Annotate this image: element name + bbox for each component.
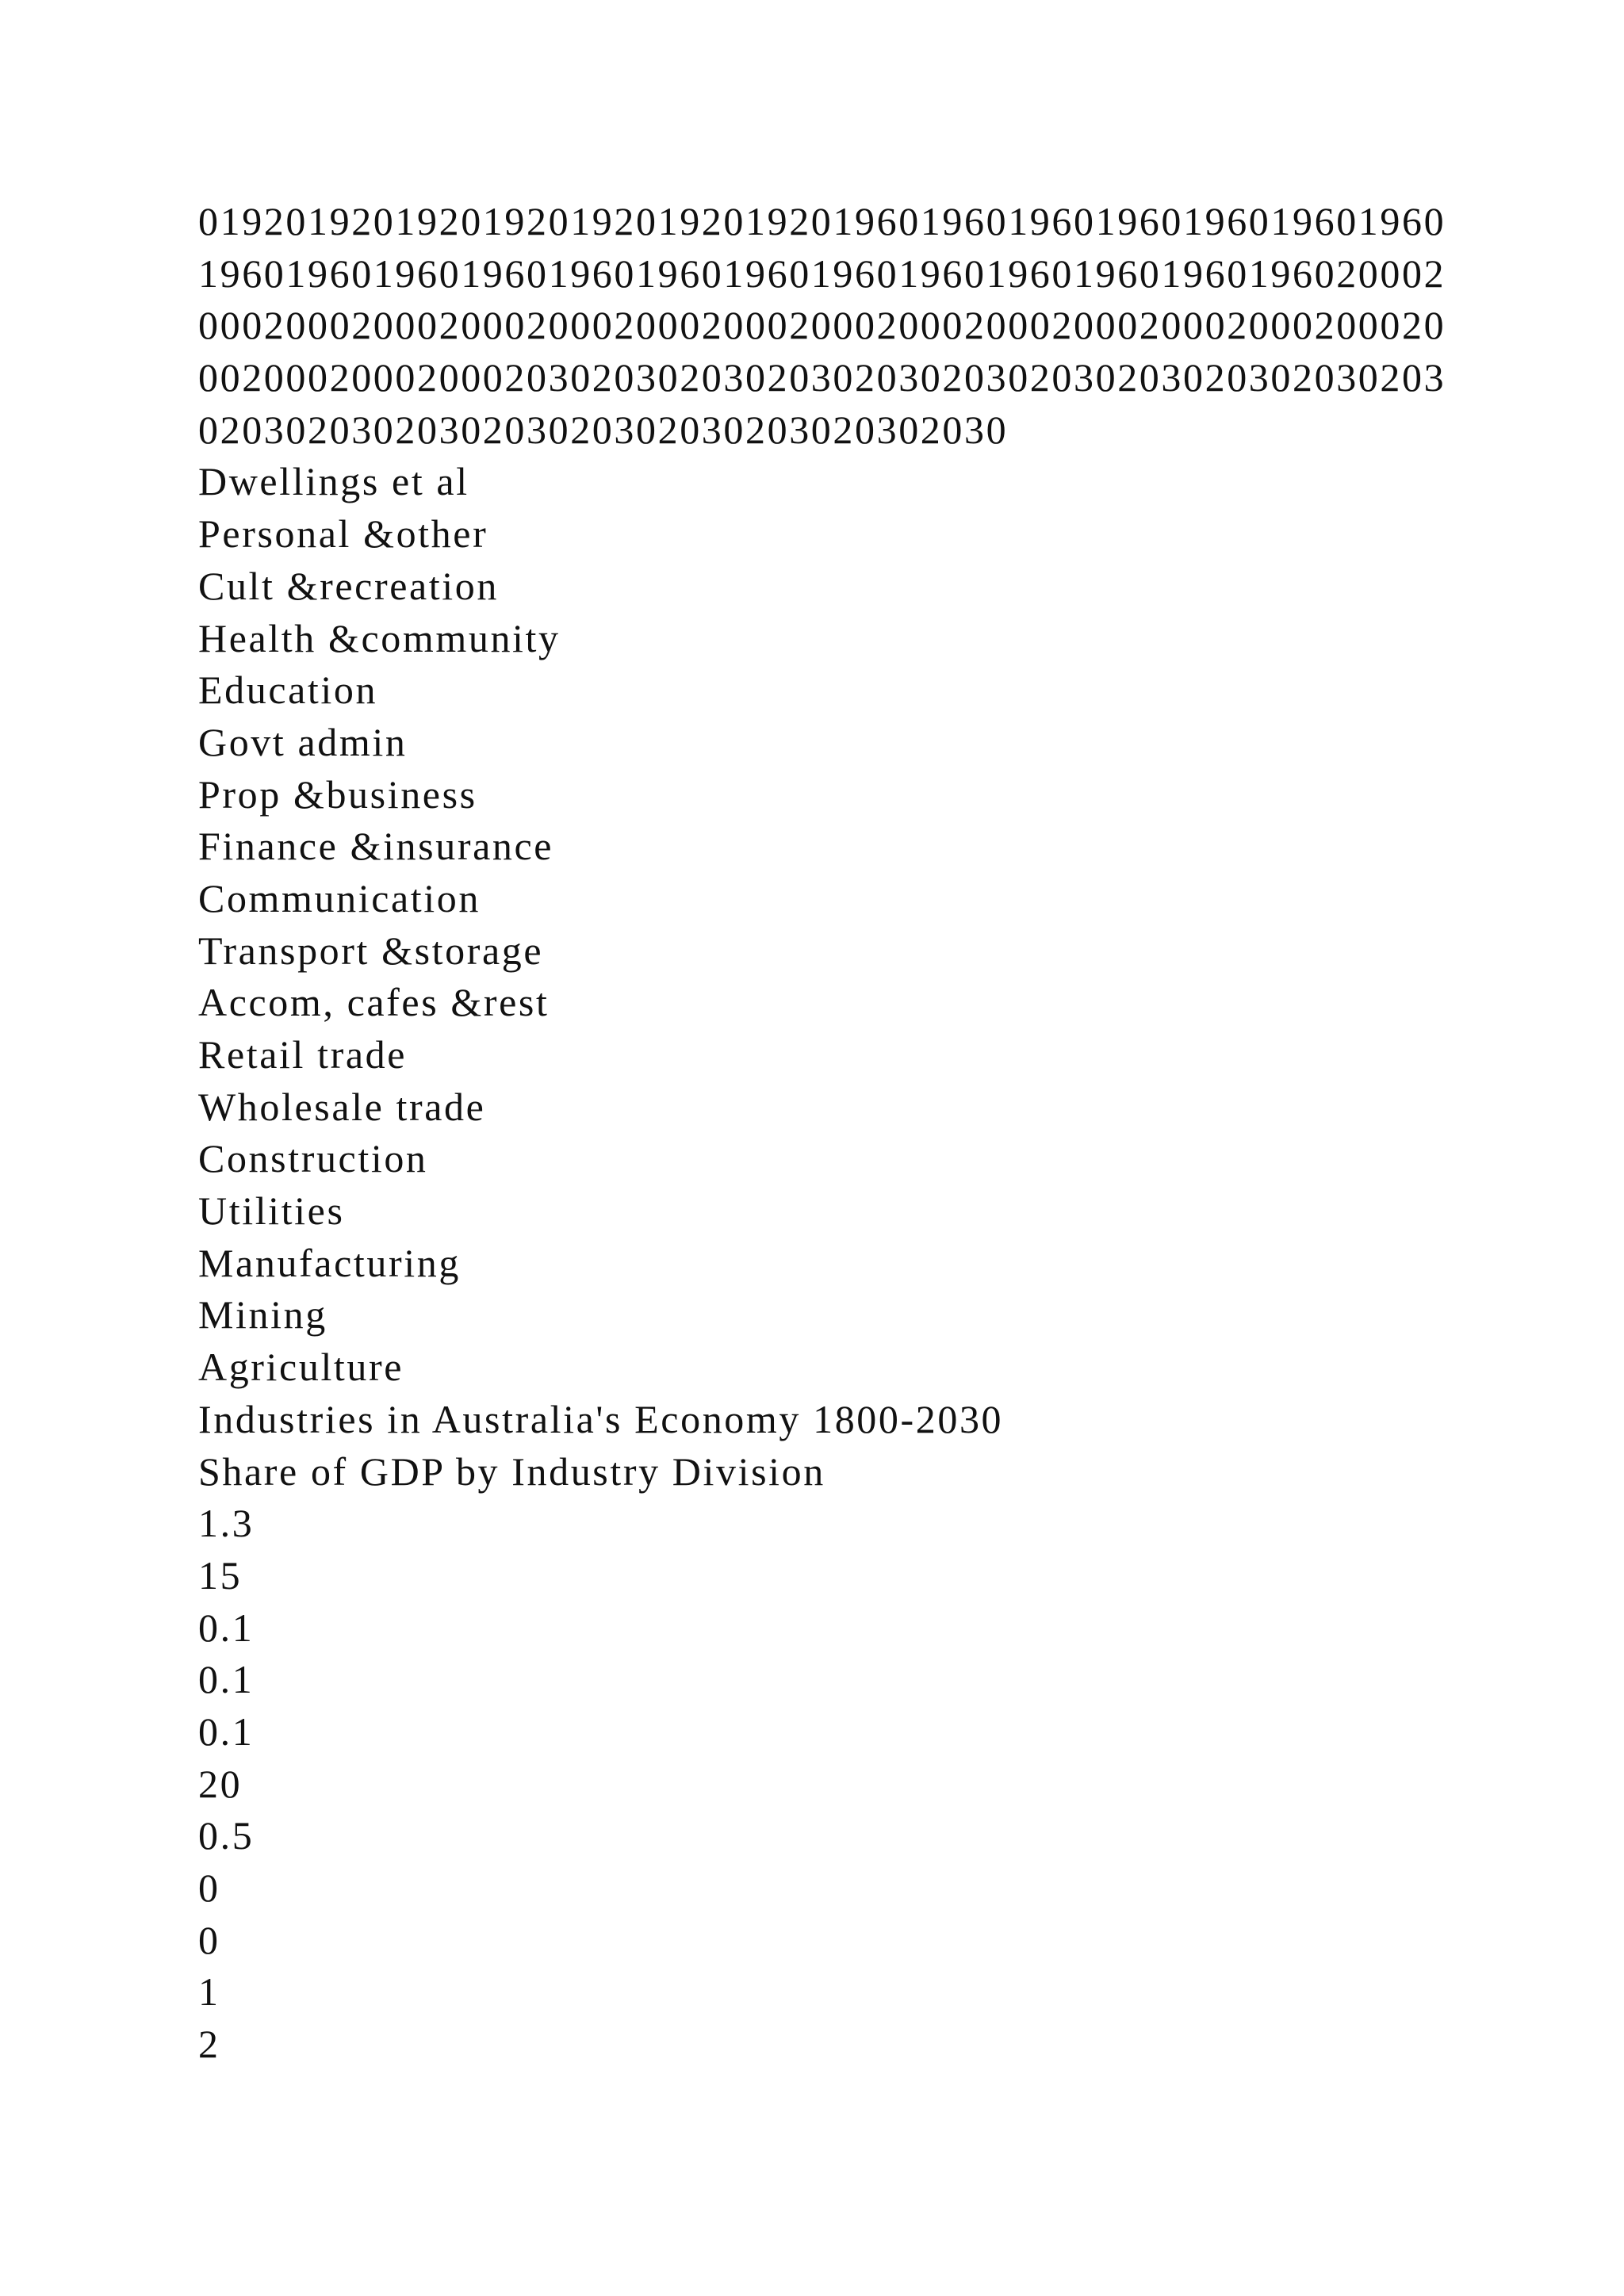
industry-label: Manufacturing: [198, 1240, 461, 1285]
value-line: 0: [198, 1866, 220, 1910]
year-sequence-line: 019201920192019201920192019201960196019601960196019601960: [198, 199, 1446, 243]
industry-label: Prop &business: [198, 771, 477, 817]
value-line: 0.1: [198, 1657, 255, 1702]
industry-label: Finance &insurance: [198, 824, 554, 869]
industry-label: Dwellings et al: [198, 459, 469, 504]
value-line: 0.1: [198, 1709, 255, 1754]
document-text: [198, 196, 1446, 2071]
industry-label: Wholesale trade: [198, 1084, 486, 1129]
industry-label: Personal &other: [198, 511, 488, 557]
industry-label: Retail trade: [198, 1032, 408, 1077]
chart-subtitle-text: Share of GDP by Industry Division: [198, 1448, 825, 1494]
year-sequence-line: 0203020302030203020302030203020302030: [198, 407, 1009, 452]
industry-label: Govt admin: [198, 719, 408, 764]
industry-label: Education: [198, 668, 378, 713]
chart-title-text: Industries in Australia's Economy 1800-2030: [198, 1396, 1004, 1441]
year-sequence-line: 196019601960196019601960196019601960196019601960196020002: [198, 251, 1446, 296]
industry-label: Cult &recreation: [198, 563, 499, 608]
value-line: 20: [198, 1761, 243, 1806]
industry-label: Accom, cafes &rest: [198, 980, 550, 1025]
industry-label: Health &community: [198, 615, 561, 660]
value-line: 1: [198, 1969, 220, 2015]
industry-label: Communication: [198, 875, 481, 920]
value-line: 0: [198, 1917, 220, 1962]
industry-label: Construction: [198, 1136, 428, 1181]
value-line: 0.5: [198, 1813, 255, 1858]
value-line: 2: [198, 2022, 220, 2067]
year-sequence-line: 002000200020002030203020302030203020302030203020302030203: [198, 355, 1446, 400]
value-line: 1.3: [198, 1501, 255, 1546]
year-sequence-line: 000200020002000200020002000200020002000200020002000200020: [198, 303, 1446, 348]
value-line: 15: [198, 1552, 243, 1598]
industry-label: Agriculture: [198, 1345, 404, 1390]
value-line: 0.1: [198, 1605, 255, 1650]
industry-label: Mining: [198, 1292, 327, 1337]
industry-label: Utilities: [198, 1188, 345, 1234]
industry-label: Transport &storage: [198, 928, 544, 973]
